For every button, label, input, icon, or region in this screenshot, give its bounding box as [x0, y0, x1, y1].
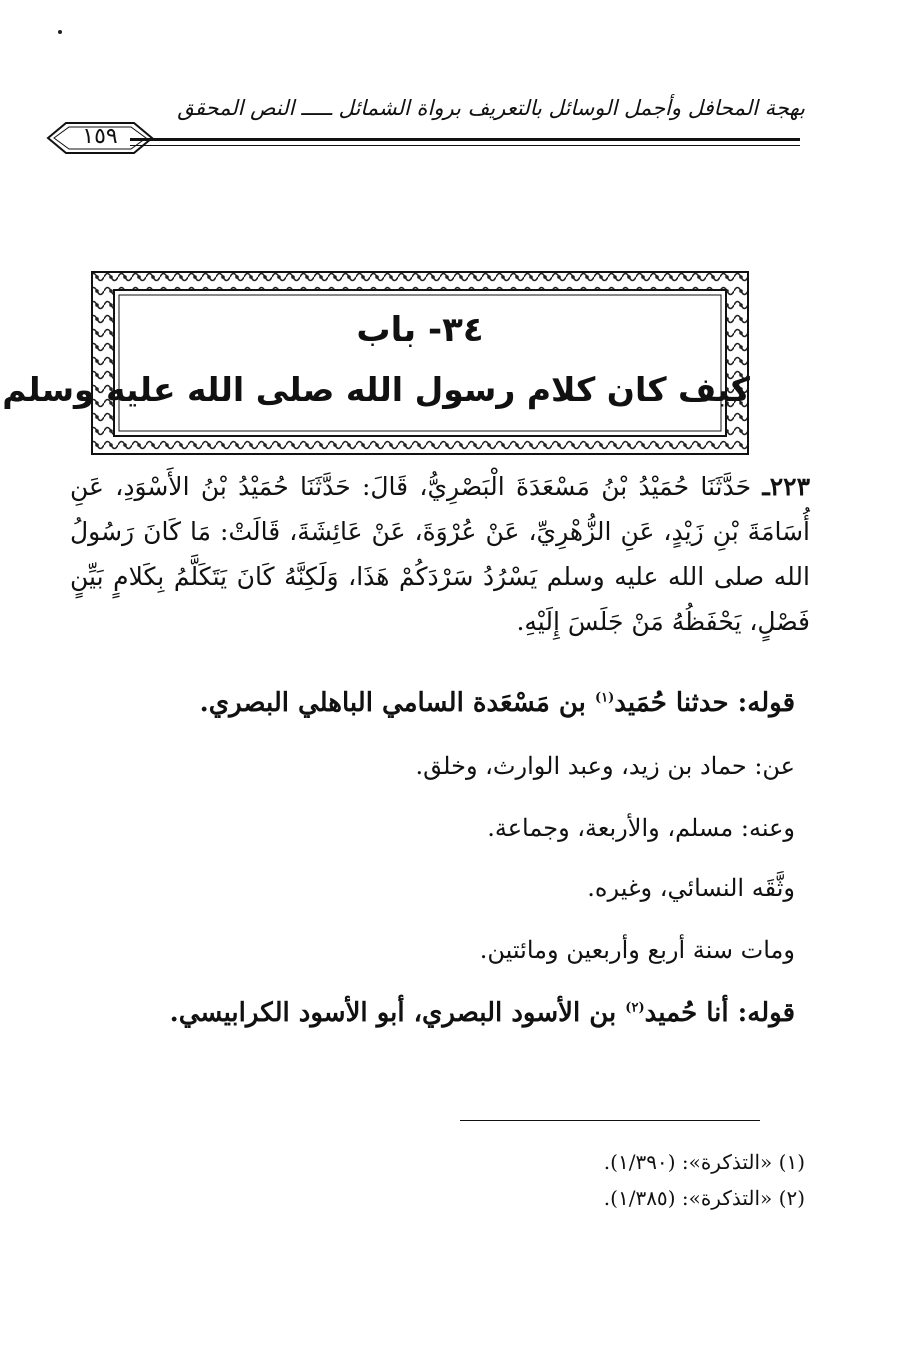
speck	[58, 30, 62, 34]
commentary-line: قوله: حدثنا حُمَيد$^{(١)}$ بن مَسْعَدة السامي الباهلي البصري.	[199, 688, 795, 718]
running-header-title: بهجة المحافل وأجمل الوسائل بالتعريف برواة الشمائل ـــــ النص المحقق	[177, 96, 805, 120]
chapter-heading-frame	[2, 270, 750, 456]
chapter-number-label: ٣٤- باب	[356, 310, 484, 350]
commentary-line: قوله: أنا حُميد$^{(٢)}$ بن الأسود البصري، أبو الأسود الكرابيسي.	[169, 998, 795, 1028]
hadith-number: ٢٢٣ـ	[762, 472, 811, 501]
footnote-1: (١) «التذكرة»: (١/٣٩٠).	[603, 1150, 805, 1174]
page-number-badge	[46, 120, 154, 156]
footnote-separator	[460, 1120, 760, 1121]
commentary-line: عن: حماد بن زيد، وعبد الوارث، وخلق.	[415, 752, 795, 780]
header-rule-thin	[130, 145, 800, 146]
footnote-2: (٢) «التذكرة»: (١/٣٨٥).	[603, 1186, 805, 1210]
page-number: ١٥٩	[82, 124, 118, 149]
commentary-line: وعنه: مسلم، والأربعة، وجماعة.	[487, 814, 795, 842]
commentary-line: ومات سنة أربع وأربعين ومائتين.	[479, 936, 795, 964]
hadith-paragraph	[70, 464, 810, 644]
commentary-line: وثَّقَه النسائي، وغيره.	[587, 874, 795, 902]
chapter-title: كيف كان كلام رسول الله صلى الله عليه وسلم	[2, 370, 750, 409]
header-rule	[130, 138, 800, 141]
ornamental-border-icon	[2, 270, 750, 456]
footnote-ref: (٢)	[625, 1000, 645, 1016]
hadith-text: حَدَّثَنَا حُمَيْدُ بْنُ مَسْعَدَةَ الْبَصْرِيُّ، قَالَ: حَدَّثَنَا حُمَيْدُ بْنُ الأَسْوَدِ، عَنِ أُسَامَةَ بْنِ زَيْدٍ، عَنِ الزُّهْرِيِّ، عَنْ عُرْوَةَ، عَنْ عَائِشَةَ، قَالَتْ: مَا كَانَ رَسُولُ الله صلى الله عليه وسلم يَسْرُدُ سَرْدَكُمْ هَذَا، وَلَكِنَّهُ كَانَ يَتَكَلَّمُ بِكَلامٍ بَيِّنٍ فَصْلٍ، يَحْفَظُهُ مَنْ جَلَسَ إِلَيْهِ.	[70, 472, 810, 636]
footnote-ref: (١)	[594, 690, 615, 706]
